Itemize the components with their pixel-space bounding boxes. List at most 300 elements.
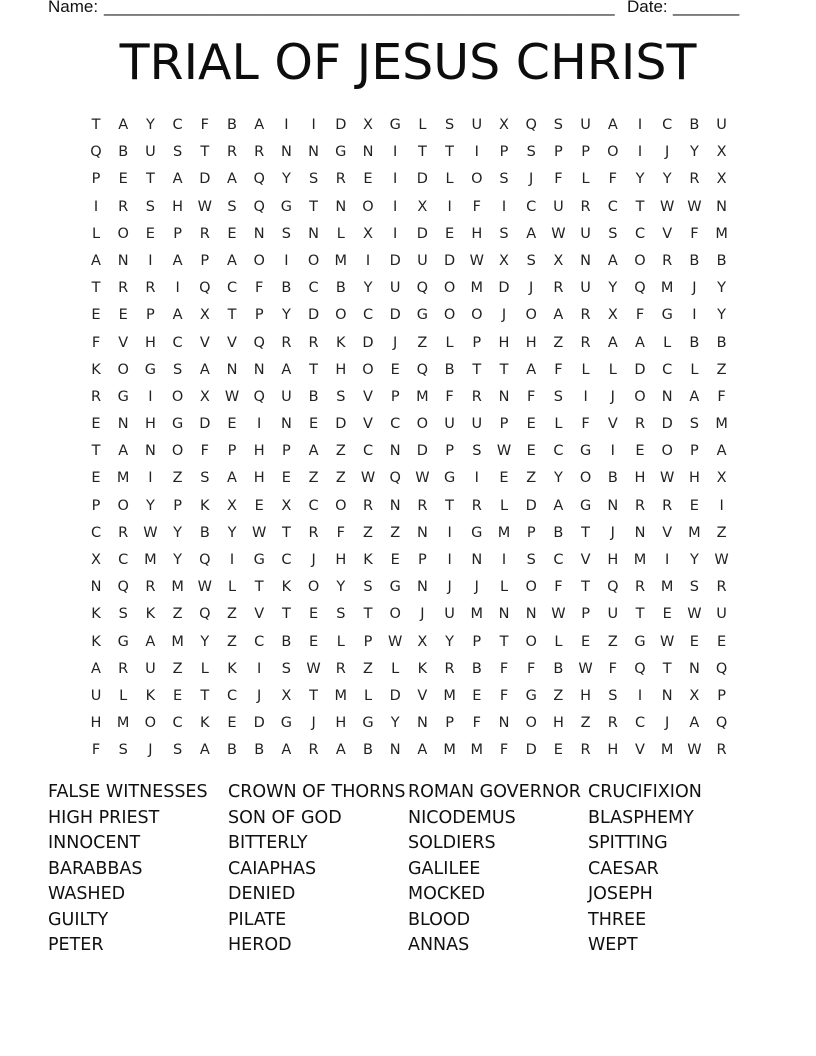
grid-letter[interactable]: D [498, 280, 510, 297]
grid-letter[interactable]: M [116, 470, 130, 487]
grid-letter[interactable]: O [525, 579, 537, 596]
grid-letter[interactable]: R [553, 280, 564, 297]
grid-letter[interactable]: Q [634, 660, 646, 677]
name-blank-line[interactable]: ______________________________________________________ [104, 0, 615, 16]
grid-letter[interactable]: S [118, 742, 128, 759]
grid-letter[interactable]: N [525, 606, 537, 623]
grid-letter[interactable]: G [117, 633, 129, 650]
grid-letter[interactable]: P [581, 606, 590, 623]
grid-letter[interactable]: R [662, 252, 673, 269]
grid-letter[interactable]: S [553, 117, 563, 133]
grid-letter[interactable]: B [607, 470, 618, 487]
grid-letter[interactable]: L [91, 225, 101, 242]
grid-letter[interactable]: M [633, 552, 647, 568]
grid-letter[interactable]: W [306, 660, 321, 677]
grid-letter[interactable]: B [281, 633, 292, 650]
grid-letter[interactable]: S [526, 552, 536, 568]
grid-letter[interactable]: P [472, 633, 482, 650]
grid-letter[interactable]: R [607, 715, 618, 732]
grid-letter[interactable]: I [474, 470, 479, 487]
grid-letter[interactable]: W [197, 198, 212, 215]
grid-letter[interactable]: X [417, 198, 428, 215]
grid-letter[interactable]: R [118, 280, 129, 297]
grid-letter[interactable]: F [554, 171, 563, 188]
grid-letter[interactable]: T [145, 171, 155, 188]
grid-letter[interactable]: T [309, 361, 319, 378]
grid-letter[interactable]: O [117, 225, 129, 242]
grid-letter[interactable]: E [227, 416, 237, 433]
grid-letter[interactable]: Y [227, 524, 237, 541]
grid-letter[interactable]: O [362, 198, 374, 215]
grid-letter[interactable]: X [499, 252, 509, 269]
grid-letter[interactable]: F [499, 660, 509, 677]
grid-letter[interactable]: X [607, 307, 618, 324]
grid-letter[interactable]: F [445, 388, 454, 405]
grid-letter[interactable]: I [692, 307, 697, 324]
grid-letter[interactable]: T [662, 660, 672, 677]
grid-letter[interactable]: O [661, 443, 673, 460]
grid-letter[interactable]: D [525, 742, 537, 759]
grid-letter[interactable]: E [363, 171, 373, 188]
grid-letter[interactable]: E [472, 687, 482, 704]
grid-letter[interactable]: G [443, 470, 456, 487]
grid-letter[interactable]: L [663, 334, 672, 351]
grid-letter[interactable]: M [715, 225, 728, 242]
grid-letter[interactable]: F [499, 742, 509, 759]
grid-letter[interactable]: P [173, 225, 182, 242]
grid-letter[interactable]: M [660, 579, 674, 596]
grid-letter[interactable]: S [336, 606, 346, 623]
grid-letter[interactable]: P [554, 144, 563, 161]
grid-letter[interactable]: F [527, 388, 536, 405]
grid-letter[interactable]: L [391, 660, 400, 677]
grid-letter[interactable]: S [308, 171, 319, 188]
grid-letter[interactable]: A [145, 633, 156, 650]
grid-letter[interactable]: Q [389, 470, 401, 487]
grid-letter[interactable]: R [662, 497, 673, 514]
grid-letter[interactable]: V [254, 606, 265, 623]
grid-letter[interactable]: Z [716, 524, 727, 541]
grid-letter[interactable]: M [497, 524, 511, 541]
grid-letter[interactable]: K [363, 552, 373, 568]
grid-letter[interactable]: K [200, 497, 210, 514]
grid-letter[interactable]: S [336, 388, 346, 405]
grid-letter[interactable]: A [172, 171, 183, 188]
grid-letter[interactable]: R [634, 497, 646, 514]
grid-letter[interactable]: H [580, 687, 592, 704]
grid-letter[interactable]: K [336, 334, 346, 351]
grid-letter[interactable]: I [365, 252, 371, 269]
grid-letter[interactable]: T [309, 198, 319, 215]
grid-letter[interactable]: U [90, 687, 102, 704]
grid-letter[interactable]: S [499, 225, 509, 242]
grid-letter[interactable]: E [281, 470, 291, 487]
grid-letter[interactable]: I [610, 443, 615, 460]
grid-letter[interactable]: A [689, 715, 700, 732]
grid-letter[interactable]: F [608, 171, 617, 188]
grid-letter[interactable]: N [280, 144, 292, 161]
grid-letter[interactable]: W [551, 606, 566, 623]
grid-letter[interactable]: E [145, 225, 155, 242]
grid-letter[interactable]: S [608, 687, 618, 704]
grid-letter[interactable]: J [501, 307, 507, 324]
grid-letter[interactable]: Z [553, 687, 564, 704]
grid-letter[interactable]: O [471, 307, 483, 324]
grid-letter[interactable]: S [472, 443, 482, 460]
grid-letter[interactable]: E [309, 633, 319, 650]
grid-letter[interactable]: U [145, 660, 156, 677]
grid-letter[interactable]: D [634, 361, 646, 378]
grid-letter[interactable]: G [117, 388, 129, 405]
grid-letter[interactable]: I [284, 252, 289, 269]
grid-letter[interactable]: O [471, 171, 483, 188]
grid-letter[interactable]: H [634, 470, 646, 487]
grid-letter[interactable]: C [553, 443, 564, 460]
grid-letter[interactable]: I [719, 497, 724, 514]
grid-letter[interactable]: M [470, 742, 484, 759]
grid-letter[interactable]: Z [526, 470, 537, 487]
grid-letter[interactable]: X [281, 687, 292, 704]
grid-letter[interactable]: K [91, 633, 101, 650]
grid-letter[interactable]: I [637, 144, 643, 161]
grid-letter[interactable]: S [118, 606, 128, 623]
grid-letter[interactable]: P [91, 497, 101, 514]
grid-letter[interactable]: Y [363, 280, 373, 297]
grid-letter[interactable]: N [607, 497, 619, 514]
grid-letter[interactable]: T [200, 687, 210, 704]
grid-letter[interactable]: T [200, 144, 210, 161]
grid-letter[interactable]: E [526, 416, 536, 433]
grid-letter[interactable]: U [471, 117, 483, 133]
grid-letter[interactable]: P [146, 307, 155, 324]
grid-letter[interactable]: R [145, 579, 156, 596]
grid-letter[interactable]: I [474, 144, 479, 161]
grid-letter[interactable]: M [715, 416, 728, 433]
grid-letter[interactable]: Q [715, 660, 728, 677]
grid-letter[interactable]: H [144, 334, 156, 351]
grid-letter[interactable]: J [474, 579, 479, 596]
grid-letter[interactable]: F [200, 117, 209, 133]
grid-letter[interactable]: B [308, 388, 319, 405]
grid-letter[interactable]: A [199, 742, 210, 759]
grid-letter[interactable]: P [363, 633, 373, 650]
grid-letter[interactable]: P [445, 443, 454, 460]
grid-letter[interactable]: C [308, 280, 319, 297]
grid-letter[interactable]: E [118, 307, 128, 324]
grid-letter[interactable]: S [200, 470, 210, 487]
grid-letter[interactable]: O [307, 579, 320, 596]
grid-letter[interactable]: D [199, 171, 211, 188]
grid-letter[interactable]: E [689, 633, 699, 650]
grid-letter[interactable]: E [390, 361, 400, 378]
grid-letter[interactable]: R [362, 497, 374, 514]
grid-letter[interactable]: M [171, 579, 184, 596]
grid-letter[interactable]: Y [717, 280, 727, 297]
grid-letter[interactable]: U [580, 117, 591, 133]
grid-letter[interactable]: N [498, 606, 510, 623]
grid-letter[interactable]: D [199, 416, 211, 433]
grid-letter[interactable]: T [254, 579, 264, 596]
grid-letter[interactable]: B [553, 660, 564, 677]
grid-letter[interactable]: R [580, 307, 591, 324]
grid-letter[interactable]: Y [662, 171, 672, 188]
grid-letter[interactable]: P [173, 497, 182, 514]
grid-letter[interactable]: L [119, 687, 128, 704]
grid-letter[interactable]: I [583, 388, 588, 405]
grid-letter[interactable]: O [117, 361, 129, 378]
grid-letter[interactable]: W [660, 198, 675, 215]
grid-letter[interactable]: N [389, 497, 401, 514]
grid-letter[interactable]: Y [608, 280, 618, 297]
grid-letter[interactable]: W [388, 633, 403, 650]
grid-letter[interactable]: H [253, 443, 265, 460]
grid-letter[interactable]: T [91, 443, 101, 460]
grid-letter[interactable]: O [335, 307, 347, 324]
grid-letter[interactable]: X [363, 225, 373, 242]
grid-letter[interactable]: R [580, 334, 591, 351]
grid-letter[interactable]: B [444, 361, 455, 378]
grid-letter[interactable]: X [363, 117, 373, 133]
grid-letter[interactable]: J [692, 280, 697, 297]
grid-letter[interactable]: Z [172, 470, 183, 487]
grid-letter[interactable]: P [227, 443, 237, 460]
grid-letter[interactable]: A [227, 252, 237, 269]
grid-letter[interactable]: T [581, 524, 591, 541]
grid-letter[interactable]: G [280, 715, 293, 732]
grid-letter[interactable]: W [143, 524, 158, 541]
grid-letter[interactable]: V [635, 742, 645, 759]
grid-letter[interactable]: Z [363, 524, 373, 541]
grid-letter[interactable]: A [635, 334, 645, 351]
grid-letter[interactable]: V [662, 225, 673, 242]
grid-letter[interactable]: X [199, 307, 210, 324]
grid-letter[interactable]: N [471, 552, 483, 568]
grid-letter[interactable]: Y [336, 579, 346, 596]
grid-letter[interactable]: S [608, 225, 618, 242]
grid-letter[interactable]: T [227, 307, 237, 324]
grid-letter[interactable]: L [608, 361, 617, 378]
grid-letter[interactable]: G [389, 117, 401, 133]
grid-letter[interactable]: Q [253, 334, 265, 351]
grid-letter[interactable]: B [471, 660, 482, 677]
grid-letter[interactable]: A [199, 361, 210, 378]
grid-letter[interactable]: N [498, 715, 510, 732]
grid-letter[interactable]: L [227, 579, 237, 596]
grid-letter[interactable]: V [607, 416, 618, 433]
grid-letter[interactable]: B [254, 742, 265, 759]
grid-letter[interactable]: N [90, 579, 102, 596]
grid-letter[interactable]: J [148, 742, 153, 759]
grid-letter[interactable]: P [91, 171, 101, 188]
grid-letter[interactable]: I [257, 416, 262, 433]
grid-letter[interactable]: T [445, 144, 455, 161]
grid-letter[interactable]: W [360, 470, 376, 487]
grid-letter[interactable]: K [145, 687, 156, 704]
grid-letter[interactable]: R [199, 225, 210, 242]
grid-letter[interactable]: N [634, 524, 646, 541]
grid-letter[interactable]: E [118, 171, 128, 188]
grid-letter[interactable]: N [308, 144, 320, 161]
grid-letter[interactable]: I [447, 524, 452, 541]
grid-letter[interactable]: J [529, 280, 534, 297]
grid-letter[interactable]: R [580, 742, 591, 759]
grid-letter[interactable]: X [281, 497, 292, 514]
grid-letter[interactable]: L [581, 171, 590, 188]
grid-letter[interactable]: H [471, 225, 483, 242]
grid-letter[interactable]: T [635, 198, 645, 215]
grid-letter[interactable]: J [447, 579, 452, 596]
grid-letter[interactable]: Z [716, 361, 727, 378]
grid-letter[interactable]: T [281, 606, 291, 623]
grid-letter[interactable]: I [175, 280, 180, 297]
grid-letter[interactable]: R [118, 198, 129, 215]
grid-letter[interactable]: Y [281, 307, 291, 324]
grid-letter[interactable]: Q [199, 552, 211, 568]
grid-letter[interactable]: Q [525, 117, 537, 133]
grid-letter[interactable]: P [418, 552, 427, 568]
grid-letter[interactable]: W [687, 606, 702, 623]
grid-letter[interactable]: U [281, 388, 292, 405]
grid-letter[interactable]: R [335, 171, 346, 188]
grid-letter[interactable]: G [362, 715, 374, 732]
grid-letter[interactable]: C [172, 117, 183, 133]
grid-letter[interactable]: Q [199, 280, 211, 297]
grid-letter[interactable]: Z [335, 443, 346, 460]
grid-letter[interactable]: H [552, 715, 564, 732]
grid-letter[interactable]: U [716, 606, 727, 623]
grid-letter[interactable]: W [578, 660, 593, 677]
grid-letter[interactable]: H [688, 470, 700, 487]
grid-letter[interactable]: N [253, 361, 265, 378]
grid-letter[interactable]: D [444, 252, 456, 269]
grid-letter[interactable]: N [416, 524, 428, 541]
grid-letter[interactable]: F [472, 198, 481, 215]
grid-letter[interactable]: H [335, 715, 347, 732]
grid-letter[interactable]: I [637, 117, 643, 133]
grid-letter[interactable]: C [118, 552, 129, 568]
grid-letter[interactable]: Z [363, 660, 373, 677]
grid-letter[interactable]: R [254, 144, 265, 161]
grid-letter[interactable]: B [281, 280, 292, 297]
grid-letter[interactable]: E [581, 633, 591, 650]
grid-letter[interactable]: I [501, 198, 507, 215]
grid-letter[interactable]: X [417, 633, 428, 650]
grid-letter[interactable]: Z [172, 660, 183, 677]
grid-letter[interactable]: D [335, 416, 347, 433]
grid-letter[interactable]: G [416, 307, 429, 324]
grid-letter[interactable]: O [607, 144, 619, 161]
grid-letter[interactable]: B [716, 334, 727, 351]
grid-letter[interactable]: X [553, 252, 564, 269]
grid-letter[interactable]: U [553, 198, 564, 215]
grid-letter[interactable]: S [499, 171, 509, 188]
grid-letter[interactable]: W [714, 552, 729, 568]
grid-letter[interactable]: A [172, 252, 183, 269]
grid-letter[interactable]: U [607, 606, 619, 623]
grid-letter[interactable]: A [308, 443, 319, 460]
grid-letter[interactable]: N [226, 361, 238, 378]
grid-letter[interactable]: K [145, 606, 156, 623]
grid-letter[interactable]: H [172, 198, 184, 215]
grid-letter[interactable]: C [362, 307, 374, 324]
grid-letter[interactable]: W [197, 579, 212, 596]
grid-letter[interactable]: T [417, 144, 427, 161]
grid-letter[interactable]: M [416, 388, 429, 405]
grid-letter[interactable]: N [661, 687, 673, 704]
date-blank-line[interactable]: _______ [673, 0, 740, 16]
grid-letter[interactable]: E [662, 606, 672, 623]
grid-letter[interactable]: D [335, 117, 347, 133]
grid-letter[interactable]: A [254, 117, 265, 133]
grid-letter[interactable]: D [308, 307, 320, 324]
grid-letter[interactable]: P [390, 388, 400, 405]
grid-letter[interactable]: V [118, 334, 129, 351]
grid-letter[interactable]: G [144, 361, 157, 378]
grid-letter[interactable]: J [529, 171, 534, 188]
grid-letter[interactable]: U [580, 225, 591, 242]
grid-letter[interactable]: Z [607, 633, 618, 650]
grid-letter[interactable]: C [553, 552, 564, 568]
grid-letter[interactable]: P [499, 144, 509, 161]
grid-letter[interactable]: P [526, 524, 536, 541]
grid-letter[interactable]: E [499, 470, 509, 487]
grid-letter[interactable]: R [118, 524, 129, 541]
grid-letter[interactable]: D [661, 416, 673, 433]
grid-letter[interactable]: A [281, 361, 292, 378]
grid-letter[interactable]: W [687, 742, 702, 759]
grid-letter[interactable]: M [470, 280, 484, 297]
grid-letter[interactable]: Y [553, 470, 563, 487]
grid-letter[interactable]: D [253, 715, 265, 732]
grid-letter[interactable]: F [690, 225, 699, 242]
grid-letter[interactable]: H [144, 416, 156, 433]
grid-letter[interactable]: O [634, 252, 646, 269]
grid-letter[interactable]: V [363, 416, 373, 433]
grid-letter[interactable]: Z [390, 524, 401, 541]
grid-letter[interactable]: U [444, 606, 455, 623]
grid-letter[interactable]: A [553, 497, 564, 514]
grid-letter[interactable]: N [253, 225, 265, 242]
grid-letter[interactable]: U [444, 416, 455, 433]
grid-letter[interactable]: P [499, 416, 509, 433]
grid-letter[interactable]: M [470, 606, 484, 623]
grid-letter[interactable]: W [687, 198, 702, 215]
grid-letter[interactable]: A [689, 388, 700, 405]
grid-letter[interactable]: P [254, 307, 264, 324]
grid-letter[interactable]: G [661, 307, 673, 324]
grid-letter[interactable]: W [551, 225, 566, 242]
grid-letter[interactable]: J [610, 388, 615, 405]
grid-letter[interactable]: C [226, 687, 238, 704]
grid-letter[interactable]: Y [145, 117, 155, 133]
grid-letter[interactable]: P [472, 334, 482, 351]
grid-letter[interactable]: H [253, 470, 265, 487]
grid-letter[interactable]: X [716, 470, 727, 487]
grid-letter[interactable]: E [91, 416, 101, 433]
grid-letter[interactable]: N [661, 388, 673, 405]
grid-letter[interactable]: U [580, 280, 591, 297]
grid-letter[interactable]: M [116, 715, 130, 732]
grid-letter[interactable]: T [91, 280, 101, 297]
grid-letter[interactable]: R [634, 579, 646, 596]
grid-letter[interactable]: M [171, 633, 184, 650]
grid-letter[interactable]: B [553, 524, 564, 541]
grid-letter[interactable]: R [689, 171, 700, 188]
grid-letter[interactable]: C [362, 443, 374, 460]
grid-letter[interactable]: H [607, 552, 619, 568]
grid-letter[interactable]: E [309, 606, 319, 623]
grid-letter[interactable]: T [281, 524, 291, 541]
